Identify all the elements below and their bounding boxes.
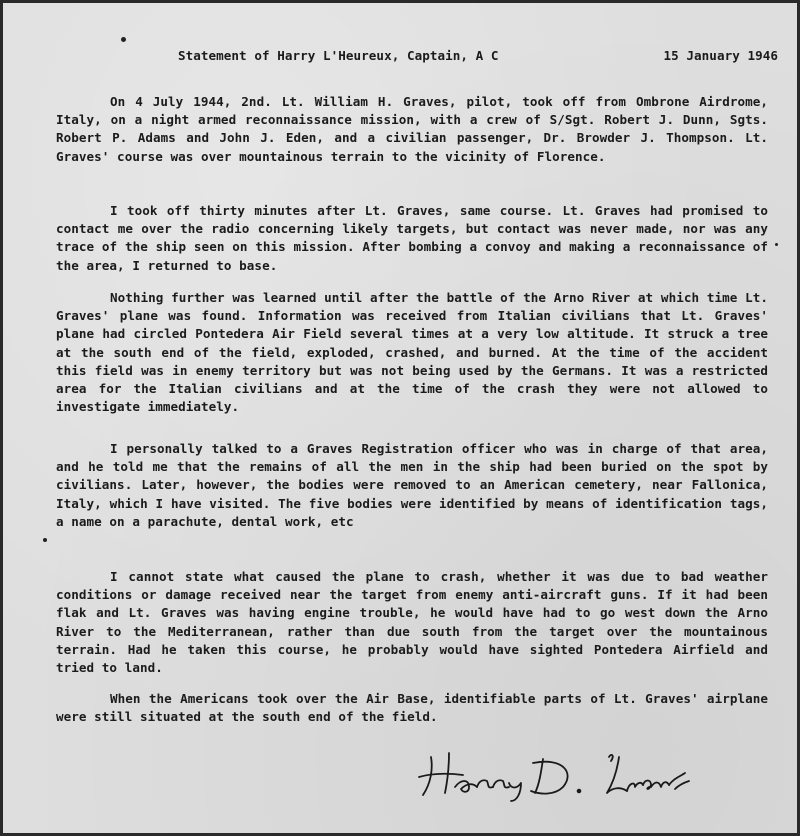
typed-statement-page (3, 3, 797, 833)
ink-speck (775, 243, 778, 246)
paragraph-4: I personally talked to a Graves Registration officer who was in charge of that area, and he told me that the remains of all the men in the ship had been buried on the spot by civilians. Later, however, the bodies were removed to an American cemetery, near Fallonica, Italy, which I have visited. The five bodies were identified by means of identification tags, a name on a parachute, dental work, etc (56, 441, 768, 529)
paragraph-6: When the Americans took over the Air Base, identifiable parts of Lt. Graves' airplane were still situated at the south end of the field. (56, 691, 768, 725)
statement-title: Statement of Harry L'Heureux, Captain, A C (178, 48, 499, 63)
statement-date: 15 January 1946 (663, 48, 778, 63)
ink-speck (121, 37, 126, 42)
paragraph-1: On 4 July 1944, 2nd. Lt. William H. Graves, pilot, took off from Ombrone Airdrome, Italy, on a night armed reconnaissance mission, with a crew of S/Sgt. Robert J. Dunn, Sgts. Robert P. Adams and John J. Eden, and a civilian passenger, Dr. Browder J. Thompson. Lt. Graves' course was over mountainous terrain to the vicinity of Florence. (56, 94, 768, 164)
handwritten-signature (413, 743, 693, 803)
paragraph-5: I cannot state what caused the plane to crash, whether it was due to bad weather conditions or damage received near the target from enemy anti-aircraft guns. If it had been flak and Lt. Graves was having engine trouble, he would have had to go west down the Arno River to the Mediterranean, rather than due south from the target over the mountainous terrain. Had he taken this course, he probably would have sighted Pontedera Airfield and tried to land. (56, 569, 768, 676)
paragraph-3: Nothing further was learned until after the battle of the Arno River at which time Lt. Graves' plane was found. Information was received from Italian civilians that Lt. Graves' plane had circled Pontedera Air Field several times at a very low altitude. It struck a tree at the south end of the field, exploded, crashed, and burned. At the time of the accident this field was in enemy territory but was not being used by the Germans. It was a restricted area for the Italian civilians and at the time of the crash they were not allowed to investigate immediately. (56, 290, 768, 415)
paragraph-2: I took off thirty minutes after Lt. Graves, same course. Lt. Graves had promised to contact me over the radio concerning likely targets, but contact was never made, nor was any trace of the ship seen on this mission. After bombing a convoy and making a reconnaissance of the area, I returned to base. (56, 203, 768, 273)
ink-speck (43, 538, 47, 542)
statement-heading (178, 47, 778, 65)
